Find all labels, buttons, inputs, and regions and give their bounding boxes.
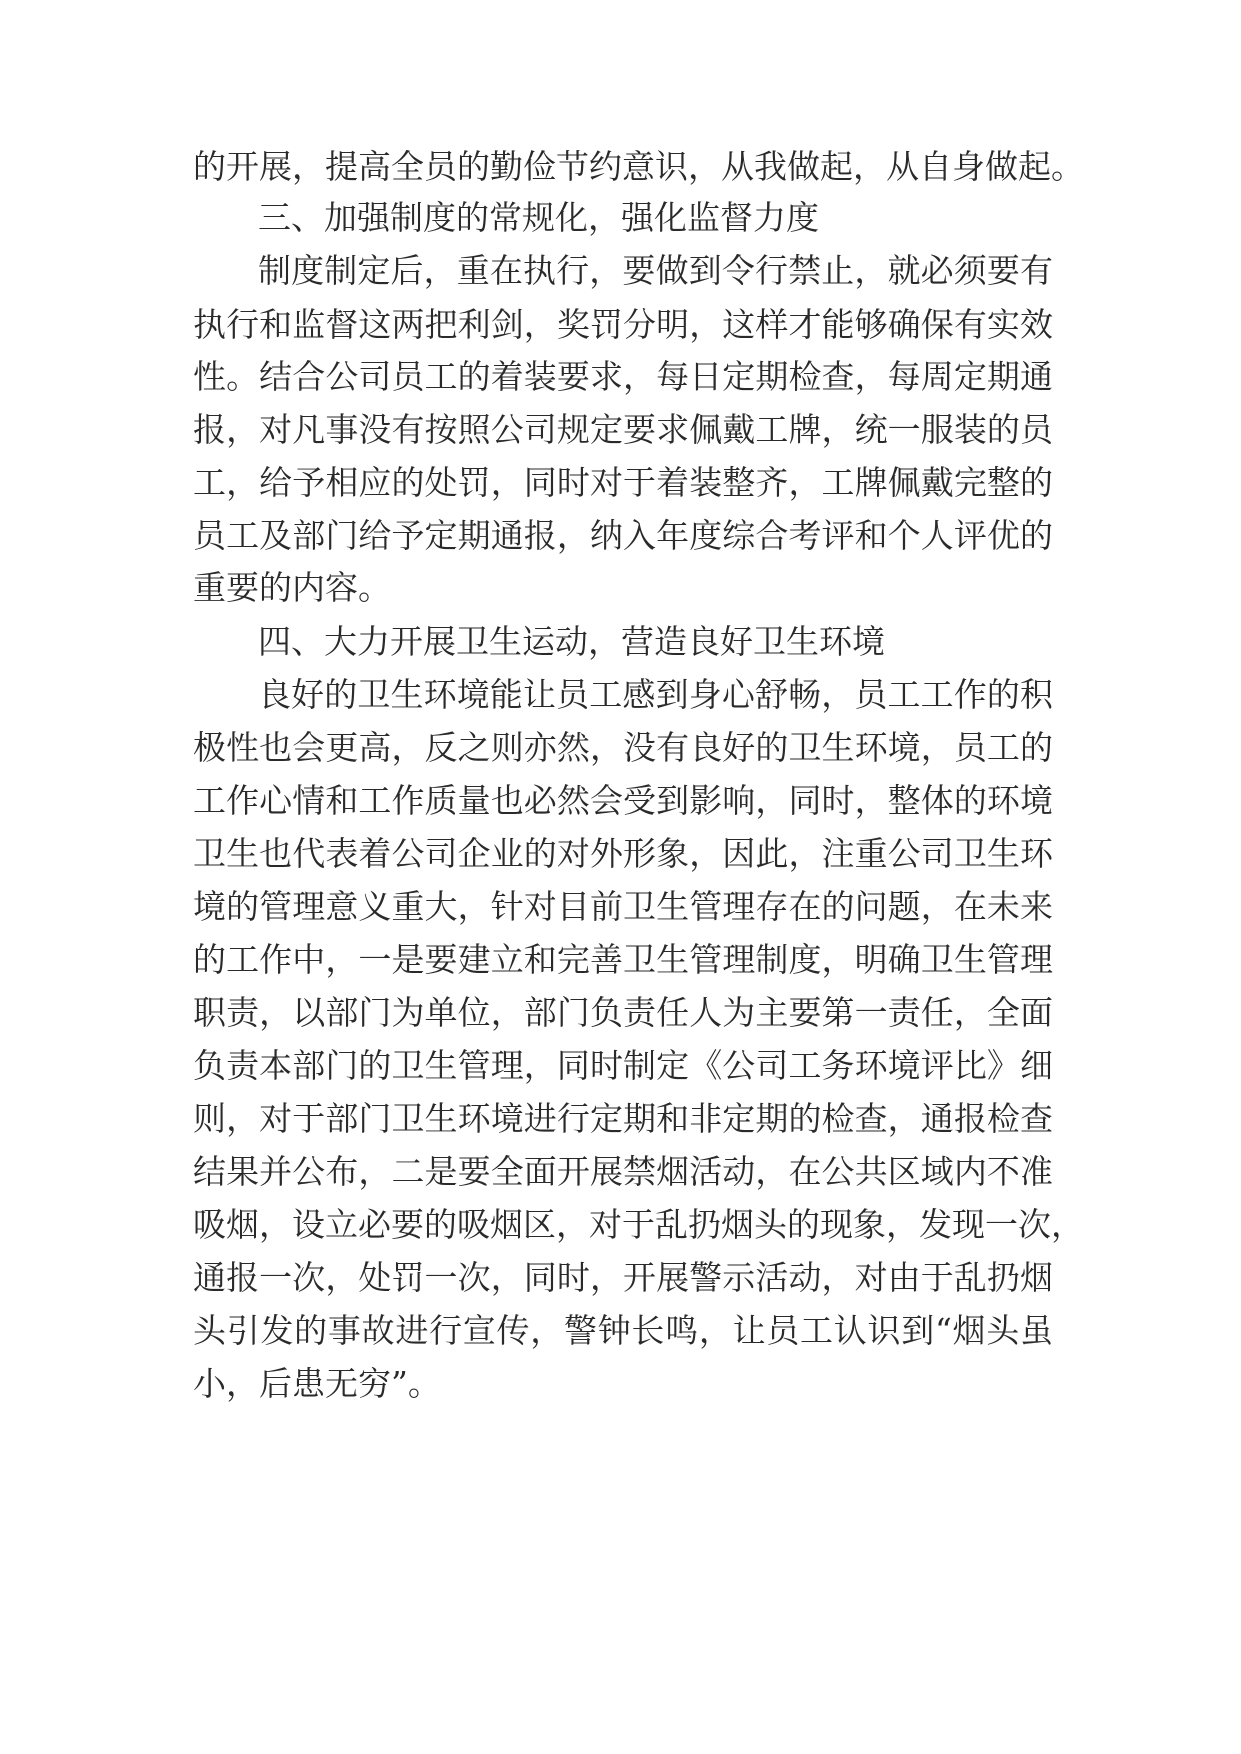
paragraph-line: 通报一次，处罚一次，同时，开展警示活动，对由于乱扔烟 xyxy=(193,1258,1053,1297)
paragraph-line: 执行和监督这两把利剑，奖罚分明，这样才能够确保有实效 xyxy=(193,305,1053,344)
paragraph-line: 极性也会更高，反之则亦然，没有良好的卫生环境，员工的 xyxy=(193,728,1053,767)
paragraph-line: 制度制定后，重在执行，要做到令行禁止，就必须要有 xyxy=(258,251,1053,290)
paragraph-line: 的工作中，一是要建立和完善卫生管理制度，明确卫生管理 xyxy=(193,940,1053,979)
paragraph-line: 则，对于部门卫生环境进行定期和非定期的检查，通报检查 xyxy=(193,1099,1053,1138)
paragraph-line: 头引发的事故进行宣传，警钟长鸣，让员工认识到“烟头虽 xyxy=(193,1311,1053,1350)
paragraph-line: 卫生也代表着公司企业的对外形象，因此，注重公司卫生环 xyxy=(193,834,1053,873)
paragraph-line: 境的管理意义重大，针对目前卫生管理存在的问题，在未来 xyxy=(193,887,1053,926)
paragraph-line: 小，后患无穷”。 xyxy=(193,1364,441,1403)
paragraph-line: 结果并公布，二是要全面开展禁烟活动，在公共区域内不准 xyxy=(193,1152,1053,1191)
paragraph-line: 工作心情和工作质量也必然会受到影响，同时，整体的环境 xyxy=(193,781,1053,820)
paragraph-line: 重要的内容。 xyxy=(193,568,391,607)
paragraph-line: 负责本部门的卫生管理，同时制定《公司工务环境评比》细 xyxy=(193,1046,1053,1085)
section-heading-4: 四、大力开展卫生运动，营造良好卫生环境 xyxy=(258,622,885,661)
paragraph-line: 职责，以部门为单位，部门负责任人为主要第一责任，全面 xyxy=(193,993,1053,1032)
paragraph-line: 的开展，提高全员的勤俭节约意识，从我做起，从自身做起。 xyxy=(193,147,1084,186)
paragraph-line: 工，给予相应的处罚，同时对于着装整齐，工牌佩戴完整的 xyxy=(193,463,1053,502)
paragraph-line: 性。结合公司员工的着装要求，每日定期检查，每周定期通 xyxy=(193,357,1053,396)
paragraph-line: 报，对凡事没有按照公司规定要求佩戴工牌，统一服装的员 xyxy=(193,410,1053,449)
section-heading-3: 三、加强制度的常规化，强化监督力度 xyxy=(258,198,819,237)
paragraph-line: 员工及部门给予定期通报，纳入年度综合考评和个人评优的 xyxy=(193,516,1053,555)
paragraph-line: 良好的卫生环境能让员工感到身心舒畅，员工工作的积 xyxy=(258,675,1053,714)
paragraph-line: 吸烟，设立必要的吸烟区，对于乱扔烟头的现象，发现一次， xyxy=(193,1205,1084,1244)
